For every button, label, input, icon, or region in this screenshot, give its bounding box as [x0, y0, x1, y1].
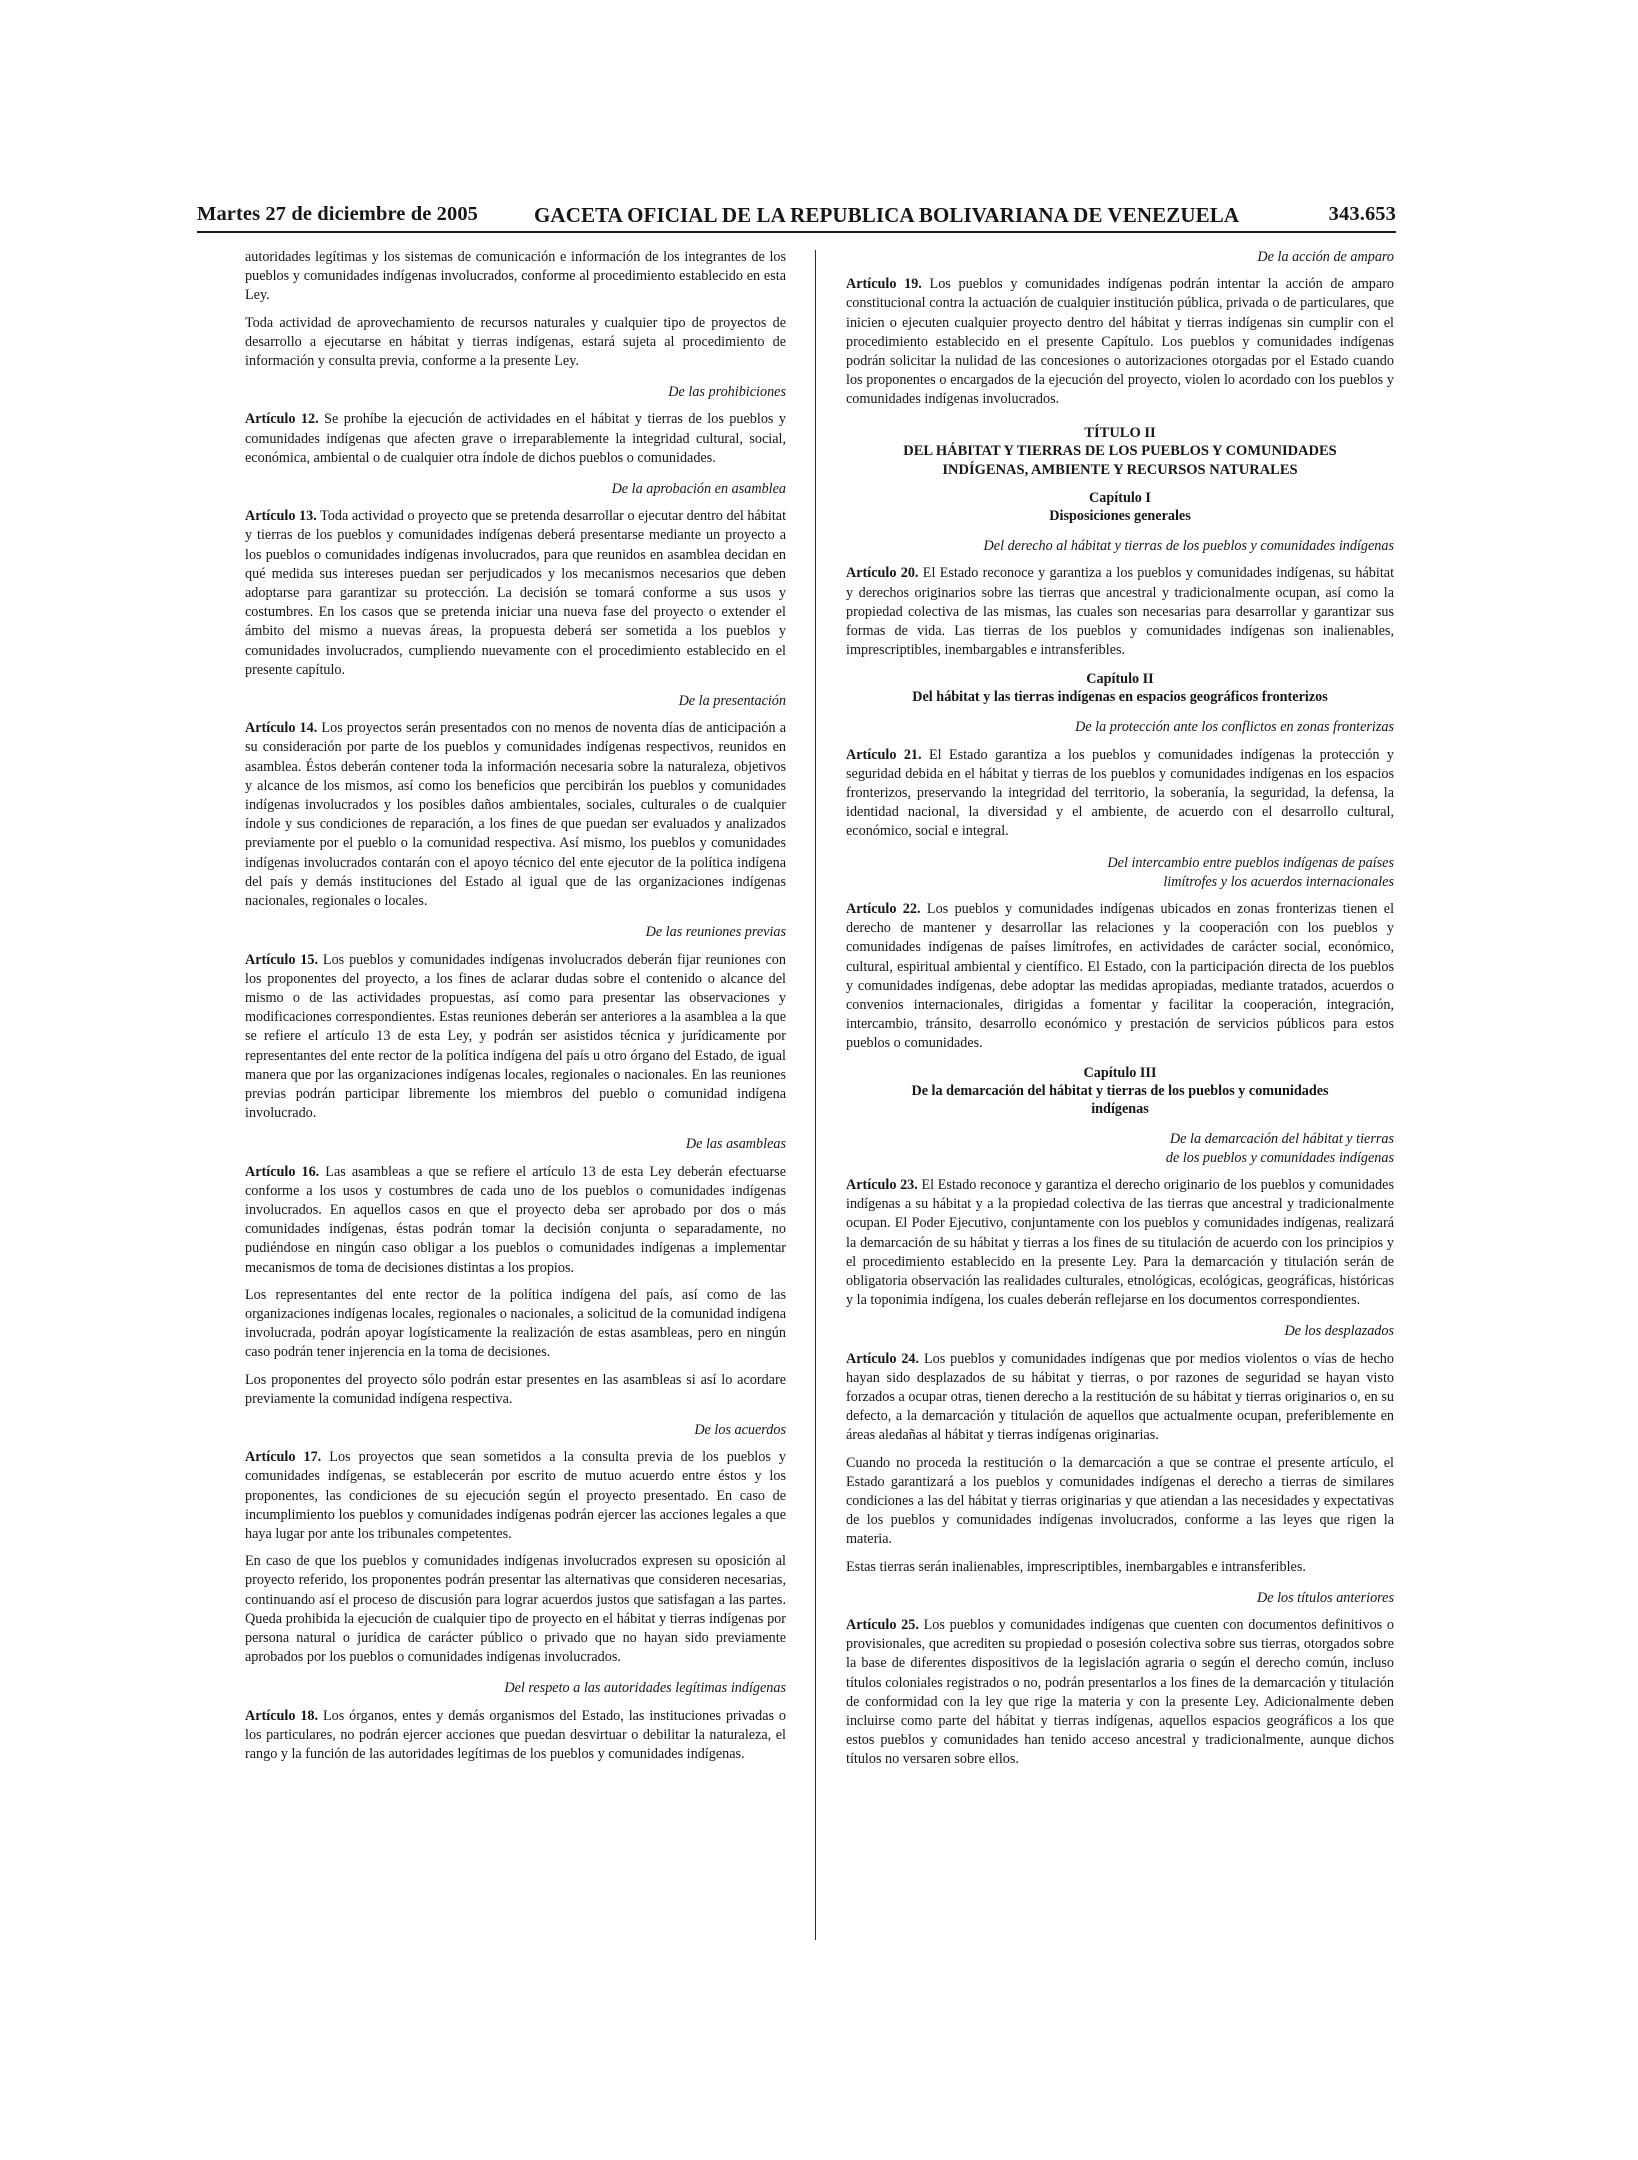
article-text: El Estado reconoce y garantiza el derecho originario de los pueblos y comunidades indígenas a su hábitat y a la propiedad colectiva de las tierras que ancestral y tradicionalmente ocupan. El Poder Ejecutivo, conjuntamente con los pueblos y comunidades indígenas, realizará la demarcación de su hábitat y tierras a los fines de su titulación de acuerdo con los principios y el procedimiento establecido en la presente Ley. Para la demarcación y titulación serán de obligatoria observación las realidades culturales, etnológicas, ecológicas, geográficas, históricas y la toponimia indígena, los cuales deberán reflejarse en los documentos correspondientes. [846, 1177, 1394, 1309]
article-20 [846, 564, 1394, 660]
article-text: Se prohíbe la ejecución de actividades en el hábitat y tierras de los pueblos y comunidades indígenas que afecten grave o irreparablemente la integridad cultural, social, económica, ambiental o de cualquier otra índole de dichos pueblos o comunidades. [245, 411, 787, 466]
article-label: Artículo 23. [846, 1177, 918, 1193]
article-13 [245, 507, 786, 680]
paragraph: Los representantes del ente rector de la política indígena del país, así como de las organizaciones indígenas locales, regionales o nacionales, a solicitud de la comunidad indígena involucrada, podrán apoyar logísticamente la realización de estas asambleas, pero en ningún caso podrán tener injerencia en la toma de decisiones. [245, 1286, 786, 1361]
section-heading-line: Del intercambio entre pueblos indígenas de países [1107, 854, 1394, 871]
article-label: Artículo 21. [846, 746, 922, 763]
header-date: Martes 27 de diciembre de 2005 [197, 203, 479, 225]
section-heading: De los títulos anteriores [1256, 1589, 1394, 1606]
right-column [846, 248, 1394, 1778]
article-16 [245, 1163, 786, 1278]
article-text: El Estado garantiza a los pueblos y comunidades indígenas la protección y seguridad debida en el hábitat y tierras de los pueblos y comunidades indígenas en los espacios fronterizos, preservando la integridad del territorio, la soberanía, la seguridad, la defensa, la identidad nacional, la diversidad y el ambiente, de acuerdo con el desarrollo cultural, económico, social e integral. [846, 746, 1395, 840]
chapter-title: Disposiciones generales [1049, 508, 1191, 525]
section-heading: De la aprobación en asamblea [611, 481, 786, 498]
chapter-title: De la demarcación del hábitat y tierras de los pueblos y comunidades [911, 1082, 1329, 1099]
chapter-number: Capítulo III [1083, 1064, 1157, 1081]
article-label: Artículo 24. [846, 1350, 920, 1367]
chapter-block [846, 670, 1394, 706]
section-heading-line: limítrofes y los acuerdos internacionales [1163, 873, 1394, 890]
paragraph: Estas tierras serán inalienables, imprescriptibles, inembargables e intransferibles. [846, 1558, 1306, 1575]
article-label: Artículo 20. [846, 565, 919, 582]
paragraph: En caso de que los pueblos y comunidades indígenas involucrados expresen su oposición al proyecto referido, los proponentes podrán presentar las alternativas que consideren necesarias, continuando así el proceso de discusión para lograr acuerdos justos que satisfagan a las partes. Queda prohibida la ejecución de cualquier tipo de proyecto en el hábitat y tierras indígenas por persona natural o jurídica de carácter público o privado que no hayan sido previamente aprobados por los pueblos o comunidades indígenas involucrados. [245, 1553, 786, 1666]
article-text: Los proyectos serán presentados con no menos de noventa días de anticipación a su consideración por parte de los pueblos y comunidades indígenas respectivos, reunidos en asamblea. Éstos deberán contener toda la información necesaria sobre la naturaleza, objetivos y alcance de los mismos, así como los beneficios que percibirán los pueblos y comunidades indígenas involucrados y los posibles daños ambientales, sociales, culturales o de cualquier índole y sus condiciones de reparación, a los fines de que puedan ser evaluados y analizados previamente por el pueblo o la comunidad respectiva. Así mismo, los pueblos y comunidades indígenas involucrados contarán con el apoyo técnico del ente ejecutor de la política indígena del país y demás instituciones del Estado al igual que de las organizaciones indígenas nacionales, regionales o locales. [245, 720, 787, 910]
article-14 [245, 719, 786, 911]
article-22 [846, 900, 1394, 1054]
header-rule [197, 231, 1396, 233]
page-header [197, 203, 1396, 229]
title-number: TÍTULO II [1084, 424, 1156, 441]
article-label: Artículo 18. [245, 1707, 319, 1724]
article-text: Los pueblos y comunidades indígenas que por medios violentos o vías de hecho hayan sido desplazados de su hábitat y tierras, o por razones de seguridad se hayan visto forzados a ocupar otras, tienen derecho a la restitución de su hábitat y tierras originarios o, en su defecto, a la demarcación y titulación de aquellos que actualmente ocupan, preferiblemente en áreas aledañas al hábitat y tierras indígenas originarias. [846, 1350, 1394, 1444]
article-text: Los pueblos y comunidades indígenas involucrados deberán fijar reuniones con los proponentes del proyecto, a los fines de aclarar dudas sobre el contenido o alcance del mismo o de las actividades propuestas, así como para presentar las observaciones y modificaciones correspondientes. Estas reuniones deberán ser anteriores a la asamblea a la que se refiere el artículo 13 de esta Ley, y podrán ser asistidos técnica y jurídicamente por representantes del ente rector de la política indígena del país u otro órgano del Estado, de igual manera que por las organizaciones indígenas locales, regionales o nacionales. En las reuniones previas podrán participar libremente los miembros del pueblo o comunidad indígena involucrado. [245, 951, 786, 1122]
article-label: Artículo 12. [245, 411, 319, 428]
article-text: Los pueblos y comunidades indígenas podrán intentar la acción de amparo constitucional contra la actuación de cualquier institución pública, privada o de particulares, que inicien o ejecuten cualquier proyecto dentro del hábitat y tierras indígenas sin cumplir con el procedimiento establecido en el presente Capítulo. Los pueblos y comunidades indígenas podrán solicitar la nulidad de las concesiones o autorizaciones otorgadas por el Estado cuando los proponentes o encargados de la ejecución del proyecto, violen lo acordado con los pueblos y comunidades indígenas involucrados. [846, 276, 1395, 408]
section-heading: De la acción de amparo [1257, 249, 1394, 265]
paragraph: Los proponentes del proyecto sólo podrán estar presentes en las asambleas si así lo acordare previamente la comunidad indígena respectiva. [245, 1371, 786, 1407]
article-text: Las asambleas a que se refiere el artículo 13 de esta Ley deberán efectuarse conforme a los usos y costumbres de cada uno de los pueblos o comunidades indígenas involucrados. En aquellos casos en que el proyecto deba ser aprobado por dos o más comunidades indígenas, éstas podrán tomar la decisión conjunta o separadamente, no pudiéndose en ningún caso obligar a los pueblos o comunidades indígenas a implementar mecanismos de toma de decisiones distintas a los propios. [245, 1163, 787, 1276]
paragraph: Cuando no proceda la restitución o la demarcación a que se contrae el presente artículo, el Estado garantizará a los pueblos y comunidades indígenas el derecho a tierras de similares condiciones a las del hábitat y tierras originarias y que atiendan a las necesidades y expectativas de los pueblos y comunidades indígenas involucrados, conforme a las leyes que rigen la materia. [846, 1454, 1394, 1548]
section-heading [846, 854, 1394, 892]
section-heading: Del derecho al hábitat y tierras de los pueblos y comunidades indígenas [983, 538, 1394, 555]
section-heading: Del respeto a las autoridades legítimas indígenas [504, 1680, 786, 1697]
section-heading: De las reuniones previas [645, 924, 786, 941]
header-page-number: 343.653 [1328, 203, 1396, 225]
left-column [245, 248, 786, 1772]
article-21 [846, 746, 1394, 842]
article-text: Los órganos, entes y demás organismos del Estado, las instituciones privadas o los particulares, no podrán ejercer acciones que puedan desvirtuar o debilitar la naturaleza, el rango y la función de las autoridades legítimas de los pueblos y comunidades indígenas. [245, 1707, 786, 1763]
section-heading: De los desplazados [1284, 1323, 1394, 1340]
title-line: DEL HÁBITAT Y TIERRAS DE LOS PUEBLOS Y COMUNIDADES [903, 443, 1337, 460]
article-label: Artículo 13. [245, 508, 317, 525]
article-label: Artículo 25. [846, 1617, 919, 1634]
article-label: Artículo 19. [846, 276, 922, 293]
paragraph: autoridades legítimas y los sistemas de comunicación e información de los integrantes de los pueblos y comunidades indígenas involucrados, conforme al procedimiento establecido en esta Ley. [245, 249, 786, 304]
section-heading: De la protección ante los conflictos en zonas fronterizas [1075, 719, 1394, 736]
article-label: Artículo 22. [846, 900, 921, 917]
article-label: Artículo 15. [245, 951, 319, 968]
article-label: Artículo 14. [245, 720, 318, 737]
article-17 [245, 1448, 786, 1544]
title-block [846, 424, 1394, 480]
article-19 [846, 275, 1394, 409]
header-title: GACETA OFICIAL DE LA REPUBLICA BOLIVARIANA DE VENEZUELA [534, 203, 1240, 227]
article-18 [245, 1707, 786, 1765]
paragraph: Toda actividad de aprovechamiento de recursos naturales y cualquier tipo de proyectos de desarrollo a ejecutarse en hábitat y tierras indígenas, estará sujeta al procedimiento de información y consulta previa, conforme a la presente Ley. [245, 314, 786, 370]
chapter-number: Capítulo II [1086, 671, 1154, 688]
article-label: Artículo 17. [245, 1449, 322, 1466]
article-24 [846, 1350, 1394, 1446]
article-text: Toda actividad o proyecto que se pretenda desarrollar o ejecutar dentro del hábitat y tierras de los pueblos y comunidades indígenas deberá presentarse mediante un proyecto a los pueblos o comunidades indígenas involucrados, para que reunidos en asamblea decidan en qué medida sus intereses puedan ser perjudicados y los mecanismos necesarios que deben adoptarse para garantizar su protección. La decisión se tomará conforme a sus usos y costumbres. En los casos que se pretenda iniciar una nueva fase del proyecto o extender el ámbito del mismo a nuevas áreas, la propuesta deberá ser sometida a los pueblos y comunidades involucrados, cumpliendo nuevamente con el procedimiento establecido en el presente capítulo. [245, 508, 787, 678]
chapter-number: Capítulo I [1089, 490, 1151, 507]
chapter-block [846, 1064, 1394, 1118]
title-line: INDÍGENAS, AMBIENTE Y RECURSOS NATURALES [942, 461, 1298, 478]
article-12 [245, 410, 786, 468]
column-divider [815, 250, 816, 1940]
section-heading: De la presentación [678, 693, 786, 710]
section-heading: De las asambleas [685, 1136, 786, 1153]
chapter-block [846, 489, 1394, 525]
section-heading: De los acuerdos [694, 1421, 786, 1438]
section-heading-line: de los pueblos y comunidades indígenas [1165, 1149, 1394, 1166]
article-25 [846, 1616, 1394, 1770]
article-text: Los pueblos y comunidades indígenas ubicados en zonas fronterizas tienen el derecho de mantener y desarrollar las relaciones y la cooperación con los pueblos y comunidades indígenas de países limítrofes, en actividades de carácter social, económico, cultural, espiritual ambiental y científico. El Estado, con la participación directa de los pueblos y comunidades indígenas, debe adoptar las medidas apropiadas, mediante tratados, acuerdos o convenios internacionales, dirigidas a fomentar y facilitar la cooperación, integración, intercambio, tránsito, desarrollo económico y prestación de servicios públicos para estos pueblos o comunidades. [846, 900, 1395, 1052]
article-text: Los proyectos que sean sometidos a la consulta previa de los pueblos y comunidades indígenas, se establecerán por escrito de mutuo acuerdo entre éstos y los proponentes, las condiciones de su ejecución según el proyecto presentado. En caso de incumplimiento los pueblos y comunidades indígenas podrán ejercer las acciones legales a que haya lugar por ante los tribunales competentes. [245, 1449, 786, 1542]
chapter-title: Del hábitat y las tierras indígenas en espacios geográficos fronterizos [912, 689, 1328, 706]
article-15 [245, 951, 786, 1124]
chapter-title: indígenas [1091, 1100, 1149, 1117]
section-heading-line: De la demarcación del hábitat y tierras [1169, 1130, 1394, 1147]
article-text: El Estado reconoce y garantiza a los pueblos y comunidades indígenas, su hábitat y derechos originarios sobre las tierras que ancestral y tradicionalmente ocupan, así como la propiedad colectiva de las mismas, las cuales son necesarias para desarrollar y garantizar sus formas de vida. Las tierras de los pueblos y comunidades indígenas son inalienables, imprescriptibles, inembargables e intransferibles. [846, 565, 1395, 659]
section-heading [846, 1130, 1394, 1168]
article-23 [846, 1176, 1394, 1310]
article-text: Los pueblos y comunidades indígenas que cuenten con documentos definitivos o provisionales, que acrediten su propiedad o posesión colectiva sobre sus tierras, otorgados sobre la base de diferentes dispositivos de la legislación agraria o según el derecho común, incluso títulos coloniales registrados o no, podrán presentarlos a los fines de la demarcación y titulación de conformidad con la ley que rige la materia y con la presente Ley. Adicionalmente deben incluirse como parte del hábitat y tierras indígenas, aquellos espacios geográficos a los que estos pueblos y comunidades han tenido acceso ancestral y tradicionalmente, aunque dichos títulos no versaren sobre ellos. [846, 1617, 1395, 1768]
article-label: Artículo 16. [245, 1163, 320, 1180]
section-heading: De las prohibiciones [668, 384, 786, 401]
